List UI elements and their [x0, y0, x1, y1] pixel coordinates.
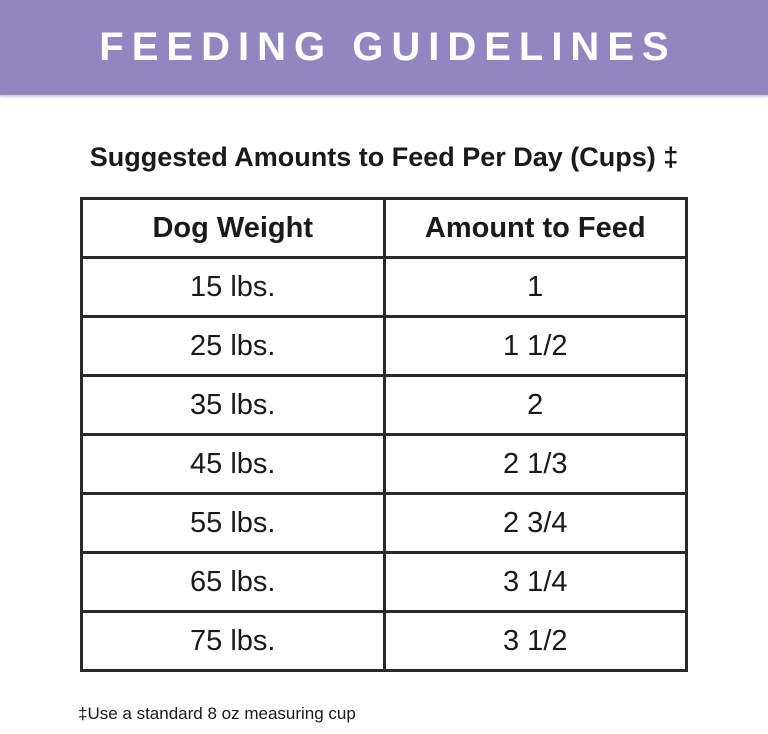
table-row — [82, 258, 687, 317]
cell-dog-weight: 55 lbs. — [82, 494, 385, 553]
table-row — [82, 612, 687, 671]
cell-dog-weight: 75 lbs. — [82, 612, 385, 671]
table-header-row — [82, 199, 687, 258]
table-row — [82, 317, 687, 376]
banner-title: FEEDING GUIDELINES — [99, 25, 677, 69]
footnote: ‡Use a standard 8 oz measuring cup — [78, 704, 356, 724]
cell-dog-weight: 45 lbs. — [82, 435, 385, 494]
table-row — [82, 553, 687, 612]
table-row — [82, 376, 687, 435]
table-row — [82, 435, 687, 494]
header-banner — [0, 0, 768, 95]
cell-amount: 1 — [384, 258, 687, 317]
col-header-dog-weight: Dog Weight — [82, 199, 385, 258]
feeding-table — [80, 197, 688, 672]
cell-dog-weight: 65 lbs. — [82, 553, 385, 612]
cell-dog-weight: 35 lbs. — [82, 376, 385, 435]
cell-amount: 2 — [384, 376, 687, 435]
cell-amount: 1 1/2 — [384, 317, 687, 376]
cell-amount: 2 1/3 — [384, 435, 687, 494]
section-title: Suggested Amounts to Feed Per Day (Cups) ‡ — [89, 142, 679, 172]
cell-amount: 3 1/4 — [384, 553, 687, 612]
cell-dog-weight: 15 lbs. — [82, 258, 385, 317]
cell-amount: 3 1/2 — [384, 612, 687, 671]
cell-amount: 2 3/4 — [384, 494, 687, 553]
cell-dog-weight: 25 lbs. — [82, 317, 385, 376]
table-row — [82, 494, 687, 553]
col-header-amount-to-feed: Amount to Feed — [384, 199, 687, 258]
